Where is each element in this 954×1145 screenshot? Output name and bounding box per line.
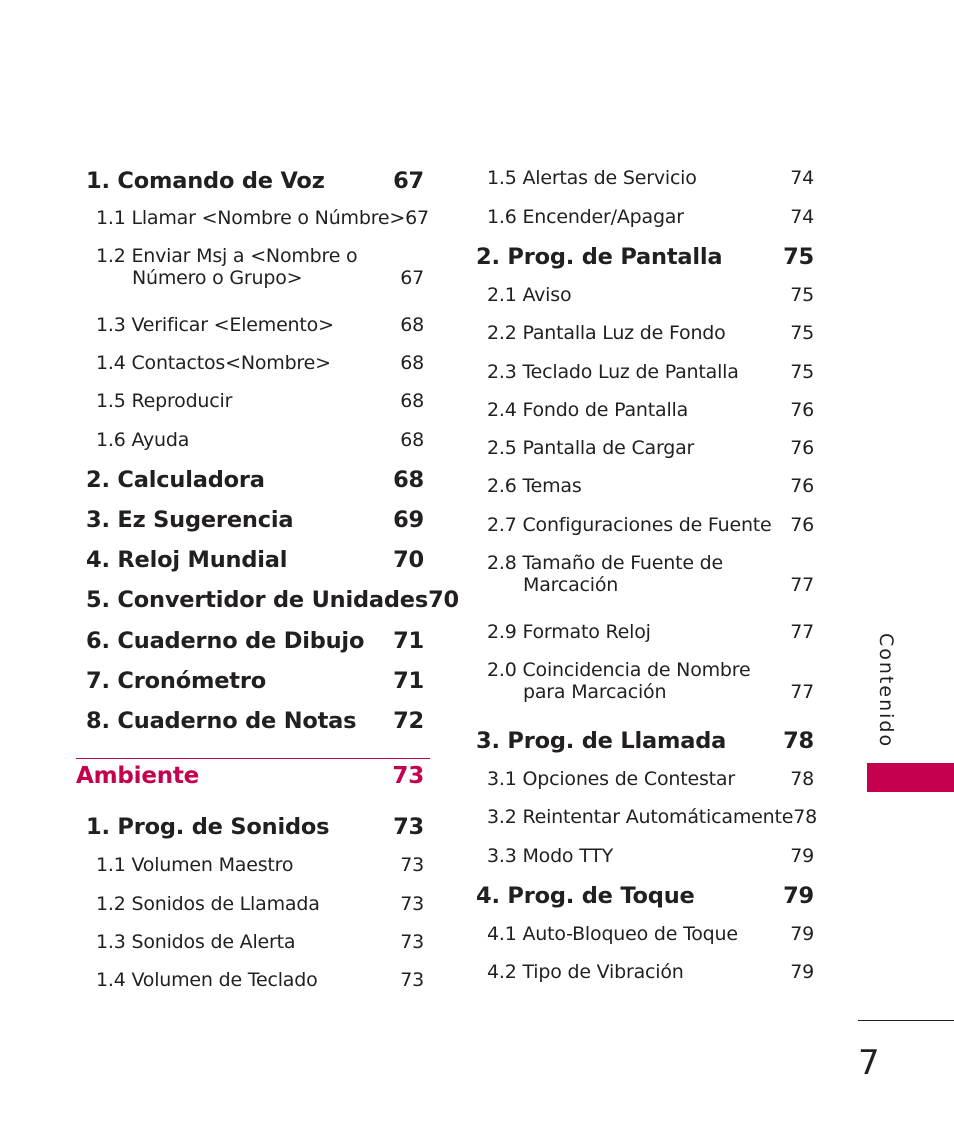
toc-page-number: 79	[790, 923, 814, 945]
toc-sub-entry	[96, 314, 424, 336]
toc-sub-entry	[487, 961, 814, 983]
toc-page-number: 71	[393, 668, 424, 694]
toc-page-number: 76	[790, 475, 814, 497]
toc-page-number: 68	[400, 314, 424, 336]
toc-page-number: 73	[392, 763, 424, 789]
toc-page-number: 71	[393, 628, 424, 654]
toc-page-number: 75	[790, 284, 814, 306]
toc-chapter-entry	[86, 587, 459, 613]
toc-entry-label: 3.1 Opciones de Contestar	[487, 768, 735, 790]
toc-entry-label: 7. Cronómetro	[86, 668, 266, 694]
toc-entry-label: Ambiente	[76, 763, 200, 789]
toc-sub-entry	[487, 923, 814, 945]
toc-entry-label: 4.1 Auto-Bloqueo de Toque	[487, 923, 738, 945]
toc-entry-label: 1. Comando de Voz	[86, 168, 325, 194]
toc-entry-label: 1.2 Sonidos de Llamada	[96, 893, 320, 915]
toc-entry-label: 2.7 Configuraciones de Fuente	[487, 514, 772, 536]
toc-page-number: 69	[393, 507, 424, 533]
toc-entry-label: 2.3 Teclado Luz de Pantalla	[487, 361, 739, 383]
toc-entry-label: 2. Calculadora	[86, 467, 265, 493]
toc-sub-entry	[96, 931, 424, 953]
toc-sub-entry	[96, 352, 424, 374]
toc-entry-label: 2.2 Pantalla Luz de Fondo	[487, 322, 726, 344]
toc-chapter-entry	[86, 668, 424, 694]
toc-page-number: 79	[790, 961, 814, 983]
toc-page-number: 73	[400, 969, 424, 991]
toc-entry-label: 3. Prog. de Llamada	[476, 728, 727, 754]
toc-entry-label: 1.6 Encender/Apagar	[487, 206, 684, 228]
toc-entry-label: 2.6 Temas	[487, 475, 582, 497]
toc-page-number: 78	[790, 768, 814, 790]
toc-sub-entry	[487, 552, 814, 596]
toc-page-number: 75	[790, 361, 814, 383]
toc-entry-label: 2.8 Tamaño de Fuente de	[487, 552, 723, 574]
side-tab-marker	[867, 763, 954, 792]
toc-page-number: 73	[400, 931, 424, 953]
toc-page-number: 77	[790, 574, 814, 596]
toc-page-number: 78	[793, 806, 817, 828]
toc-page-number: 79	[790, 845, 814, 867]
toc-sub-entry	[487, 845, 814, 867]
toc-page-number: 76	[790, 437, 814, 459]
toc-sub-entry	[96, 969, 424, 991]
toc-sub-entry	[487, 806, 817, 828]
toc-sub-entry	[487, 284, 814, 306]
toc-entry-label: 2. Prog. de Pantalla	[476, 244, 723, 270]
toc-sub-entry	[96, 893, 424, 915]
toc-entry-label-continued: para Marcación	[523, 681, 667, 703]
section-divider	[76, 758, 430, 759]
toc-page-number: 68	[400, 390, 424, 412]
toc-page-number: 76	[790, 514, 814, 536]
toc-chapter-entry	[86, 467, 424, 493]
toc-page-number: 73	[400, 893, 424, 915]
toc-sub-entry	[487, 399, 814, 421]
toc-chapter-entry	[476, 883, 814, 909]
toc-entry-label: 1.5 Alertas de Servicio	[487, 167, 697, 189]
toc-sub-entry	[487, 167, 814, 189]
toc-page-number: 68	[393, 467, 424, 493]
toc-chapter-entry	[86, 547, 424, 573]
toc-entry-label: 3. Ez Sugerencia	[86, 507, 294, 533]
toc-page-number: 68	[400, 352, 424, 374]
toc-sub-entry	[96, 245, 424, 289]
toc-entry-label: 1.4 Contactos<Nombre>	[96, 352, 331, 374]
toc-entry-label: 1.1 Llamar <Nombre o Númbre>	[96, 207, 406, 229]
toc-sub-entry	[96, 854, 424, 876]
toc-page-number: 72	[393, 708, 424, 734]
toc-page-number: 67	[400, 267, 424, 289]
toc-sub-entry	[487, 206, 814, 228]
toc-page-number: 73	[400, 854, 424, 876]
toc-page-number: 70	[393, 547, 424, 573]
toc-page-number: 73	[393, 814, 424, 840]
toc-entry-label-continued: Marcación	[523, 574, 619, 596]
footer-rule	[858, 1020, 954, 1021]
section-heading	[76, 763, 424, 789]
toc-entry-label: 3.2 Reintentar Automáticamente	[487, 806, 794, 828]
toc-entry-label: 1.2 Enviar Msj a <Nombre o	[96, 245, 358, 267]
toc-entry-label: 2.1 Aviso	[487, 284, 572, 306]
toc-sub-entry	[487, 361, 814, 383]
toc-page-number: 67	[393, 168, 424, 194]
toc-entry-label: 1.3 Verificar <Elemento>	[96, 314, 334, 336]
toc-chapter-entry	[86, 814, 424, 840]
toc-entry-label: 4.2 Tipo de Vibración	[487, 961, 684, 983]
toc-entry-label: 1.1 Volumen Maestro	[96, 854, 294, 876]
toc-sub-entry	[96, 390, 424, 412]
toc-chapter-entry	[86, 628, 424, 654]
page-number: 7	[858, 1043, 880, 1083]
toc-entry-label: 5. Convertidor de Unidades	[86, 587, 429, 613]
toc-entry-label: 2.5 Pantalla de Cargar	[487, 437, 695, 459]
toc-entry-label: 3.3 Modo TTY	[487, 845, 614, 867]
toc-chapter-entry	[86, 507, 424, 533]
toc-page-number: 70	[428, 587, 459, 613]
toc-entry-label: 2.0 Coincidencia de Nombre	[487, 659, 751, 681]
toc-sub-entry	[487, 768, 814, 790]
toc-chapter-entry	[476, 728, 814, 754]
toc-page-number: 67	[405, 207, 429, 229]
toc-entry-label: 6. Cuaderno de Dibujo	[86, 628, 365, 654]
toc-page-number: 68	[400, 429, 424, 451]
toc-sub-entry	[96, 429, 424, 451]
toc-sub-entry	[487, 475, 814, 497]
toc-sub-entry	[487, 621, 814, 643]
toc-entry-label-continued: Número o Grupo>	[132, 267, 303, 289]
toc-sub-entry	[96, 207, 429, 229]
toc-page-number: 79	[783, 883, 814, 909]
toc-chapter-entry	[86, 168, 424, 194]
toc-sub-entry	[487, 514, 814, 536]
toc-chapter-entry	[476, 244, 814, 270]
toc-entry-label: 1. Prog. de Sonidos	[86, 814, 330, 840]
toc-page-number: 75	[790, 322, 814, 344]
toc-chapter-entry	[86, 708, 424, 734]
toc-entry-label: 4. Prog. de Toque	[476, 883, 695, 909]
toc-page-number: 78	[783, 728, 814, 754]
toc-page-number: 77	[790, 621, 814, 643]
toc-entry-label: 2.4 Fondo de Pantalla	[487, 399, 689, 421]
toc-sub-entry	[487, 322, 814, 344]
toc-entry-label: 1.3 Sonidos de Alerta	[96, 931, 296, 953]
toc-page-number: 76	[790, 399, 814, 421]
toc-page-number: 75	[783, 244, 814, 270]
toc-entry-label: 8. Cuaderno de Notas	[86, 708, 357, 734]
toc-page-number: 74	[790, 206, 814, 228]
toc-sub-entry	[487, 437, 814, 459]
toc-entry-label: 4. Reloj Mundial	[86, 547, 288, 573]
toc-page-number: 74	[790, 167, 814, 189]
toc-sub-entry	[487, 659, 814, 703]
toc-page-number: 77	[790, 681, 814, 703]
toc-entry-label: 1.5 Reproducir	[96, 390, 233, 412]
toc-entry-label: 2.9 Formato Reloj	[487, 621, 651, 643]
toc-entry-label: 1.4 Volumen de Teclado	[96, 969, 318, 991]
side-tab-label: Contenido	[875, 633, 897, 749]
toc-entry-label: 1.6 Ayuda	[96, 429, 190, 451]
